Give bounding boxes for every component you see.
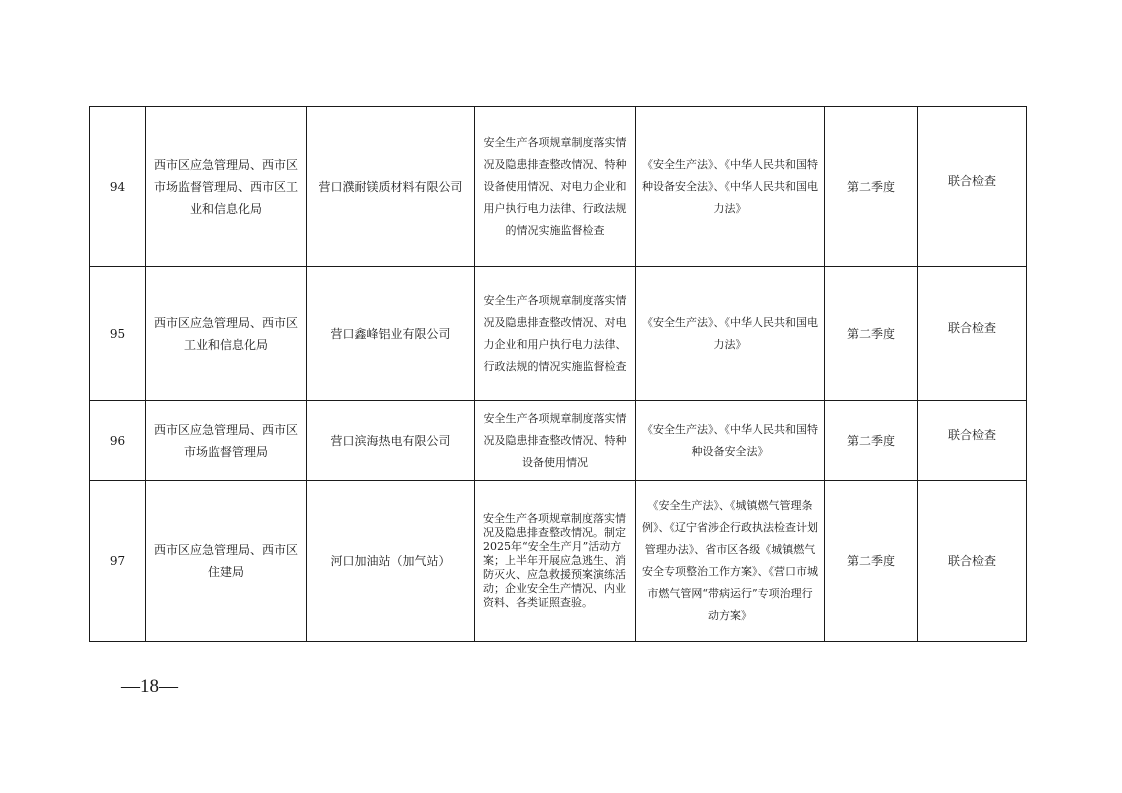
inspection-method <box>918 401 1027 481</box>
inspection-basis: 《安全生产法》、《中华人民共和国特种设备安全法》、《中华人民共和国电力法》 <box>636 107 825 267</box>
inspection-method-text: 联合检查 <box>947 320 996 335</box>
inspection-content: 安全生产各项规章制度落实情况及隐患排查整改情况。制定2025年“安全生产月”活动方案；上半年开展应急逃生、消防灭火、应急救援预案演练活动；企业安全生产情况、内业资料、各类证照查验。 <box>475 481 636 642</box>
inspection-method-text: 联合检查 <box>947 554 996 568</box>
inspected-company: 营口鑫峰铝业有限公司 <box>307 267 475 401</box>
inspected-company: 营口濮耐镁质材料有限公司 <box>307 107 475 267</box>
inspection-method <box>918 481 1027 642</box>
row-number: 96 <box>90 401 146 481</box>
inspection-method-text: 联合检查 <box>947 173 996 188</box>
row-number: 95 <box>90 267 146 401</box>
table-row <box>90 481 1027 642</box>
inspection-time: 第二季度 <box>825 401 918 481</box>
table-row <box>90 267 1027 401</box>
inspection-content: 安全生产各项规章制度落实情况及隐患排查整改情况、对电力企业和用户执行电力法律、行政法规的情况实施监督检查 <box>475 267 636 401</box>
inspecting-departments: 西市区应急管理局、西市区工业和信息化局 <box>146 267 307 401</box>
page-number: —18— <box>121 676 178 697</box>
inspection-method <box>918 107 1027 267</box>
inspecting-departments: 西市区应急管理局、西市区市场监督管理局 <box>146 401 307 481</box>
inspection-content: 安全生产各项规章制度落实情况及隐患排查整改情况、特种设备使用情况、对电力企业和用户执行电力法律、行政法规的情况实施监督检查 <box>475 107 636 267</box>
inspection-time: 第二季度 <box>825 267 918 401</box>
inspected-company: 营口滨海热电有限公司 <box>307 401 475 481</box>
inspecting-departments: 西市区应急管理局、西市区住建局 <box>146 481 307 642</box>
inspection-method-text: 联合检查 <box>947 427 996 442</box>
inspection-content: 安全生产各项规章制度落实情况及隐患排查整改情况、特种设备使用情况 <box>475 401 636 481</box>
table-row <box>90 401 1027 481</box>
inspection-basis: 《安全生产法》、《中华人民共和国特种设备安全法》 <box>636 401 825 481</box>
inspection-basis: 《安全生产法》、《城镇燃气管理条例》、《辽宁省涉企行政执法检查计划管理办法》、省市区各级《城镇燃气安全专项整治工作方案》、《营口市城市燃气管网“带病运行”专项治理行动方案》 <box>636 481 825 642</box>
inspection-plan-table <box>89 106 1026 642</box>
inspected-company: 河口加油站（加气站） <box>307 481 475 642</box>
inspecting-departments: 西市区应急管理局、西市区市场监督管理局、西市区工业和信息化局 <box>146 107 307 267</box>
inspection-time: 第二季度 <box>825 481 918 642</box>
row-number: 97 <box>90 481 146 642</box>
row-number: 94 <box>90 107 146 267</box>
inspection-time: 第二季度 <box>825 107 918 267</box>
inspection-method <box>918 267 1027 401</box>
table-row <box>90 107 1027 267</box>
inspection-basis: 《安全生产法》、《中华人民共和国电力法》 <box>636 267 825 401</box>
